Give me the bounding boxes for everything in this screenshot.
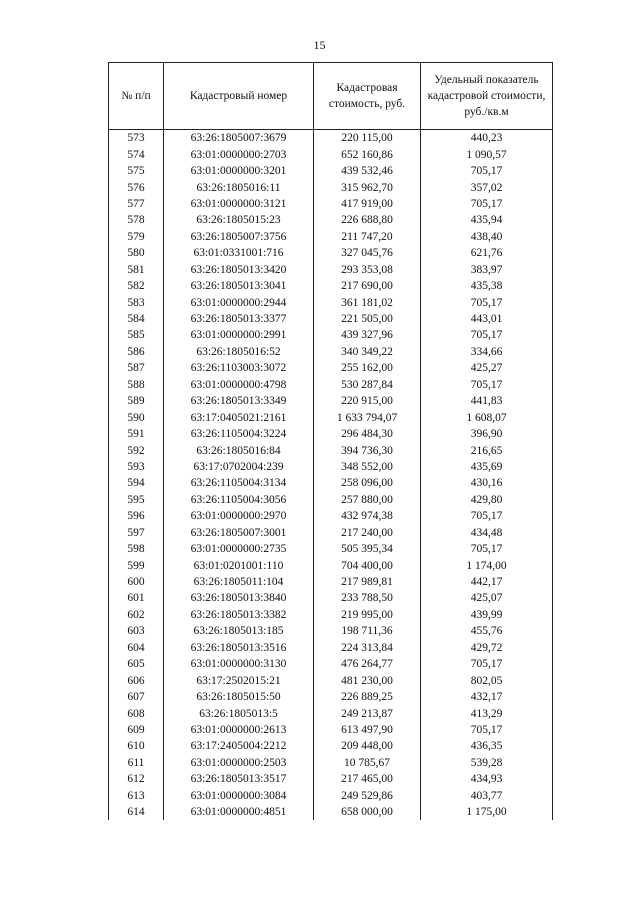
row-cadastral-number: 63:26:1805013:5	[164, 705, 314, 721]
row-cadastral-number: 63:01:0331001:716	[164, 245, 314, 261]
row-num: 593	[109, 459, 164, 475]
row-cadastral-number: 63:17:2502015:21	[164, 672, 314, 688]
row-cadastral-value: 476 264,77	[314, 656, 421, 672]
cadastral-value-table	[108, 62, 553, 820]
row-num: 584	[109, 311, 164, 327]
row-num: 597	[109, 525, 164, 541]
row-num: 613	[109, 788, 164, 804]
row-cadastral-value: 1 633 794,07	[314, 409, 421, 425]
table-row	[109, 607, 553, 623]
row-cadastral-number: 63:26:1805007:3001	[164, 525, 314, 541]
row-cadastral-value: 220 115,00	[314, 130, 421, 147]
row-num: 591	[109, 426, 164, 442]
table-row	[109, 689, 553, 705]
row-cadastral-number: 63:01:0000000:4798	[164, 377, 314, 393]
row-specific-indicator: 438,40	[421, 229, 553, 245]
row-cadastral-number: 63:01:0000000:3201	[164, 163, 314, 179]
row-cadastral-number: 63:26:1805011:104	[164, 574, 314, 590]
row-cadastral-number: 63:26:1805013:3041	[164, 278, 314, 294]
row-cadastral-number: 63:26:1805015:50	[164, 689, 314, 705]
row-cadastral-value: 296 484,30	[314, 426, 421, 442]
row-cadastral-value: 530 287,84	[314, 377, 421, 393]
table-row	[109, 262, 553, 278]
row-num: 583	[109, 294, 164, 310]
row-specific-indicator: 439,99	[421, 607, 553, 623]
table-row	[109, 705, 553, 721]
row-num: 614	[109, 804, 164, 820]
table-row	[109, 722, 553, 738]
row-cadastral-number: 63:01:0000000:3084	[164, 788, 314, 804]
row-num: 588	[109, 377, 164, 393]
table-row	[109, 541, 553, 557]
row-specific-indicator: 441,83	[421, 393, 553, 409]
row-num: 608	[109, 705, 164, 721]
row-num: 586	[109, 344, 164, 360]
table-row	[109, 377, 553, 393]
row-specific-indicator: 705,17	[421, 377, 553, 393]
row-specific-indicator: 705,17	[421, 163, 553, 179]
table-row	[109, 179, 553, 195]
table-row	[109, 574, 553, 590]
row-specific-indicator: 443,01	[421, 311, 553, 327]
row-cadastral-number: 63:01:0000000:2944	[164, 294, 314, 310]
row-num: 579	[109, 229, 164, 245]
row-num: 602	[109, 607, 164, 623]
row-num: 595	[109, 492, 164, 508]
row-cadastral-value: 439 532,46	[314, 163, 421, 179]
row-specific-indicator: 705,17	[421, 541, 553, 557]
row-specific-indicator: 425,07	[421, 590, 553, 606]
table-row	[109, 229, 553, 245]
row-specific-indicator: 396,90	[421, 426, 553, 442]
row-cadastral-number: 63:01:0000000:2703	[164, 146, 314, 162]
row-cadastral-number: 63:26:1805013:185	[164, 623, 314, 639]
table-row	[109, 393, 553, 409]
row-specific-indicator: 539,28	[421, 755, 553, 771]
table-row	[109, 475, 553, 491]
table-row	[109, 788, 553, 804]
row-cadastral-value: 217 690,00	[314, 278, 421, 294]
row-specific-indicator: 429,80	[421, 492, 553, 508]
row-specific-indicator: 436,35	[421, 738, 553, 754]
row-cadastral-value: 217 240,00	[314, 525, 421, 541]
row-specific-indicator: 216,65	[421, 442, 553, 458]
row-cadastral-value: 211 747,20	[314, 229, 421, 245]
row-num: 610	[109, 738, 164, 754]
row-cadastral-number: 63:26:1805015:23	[164, 212, 314, 228]
table-row	[109, 245, 553, 261]
table-row	[109, 459, 553, 475]
row-cadastral-value: 293 353,08	[314, 262, 421, 278]
table-row	[109, 804, 553, 820]
row-cadastral-number: 63:26:1103003:3072	[164, 360, 314, 376]
row-num: 585	[109, 327, 164, 343]
row-cadastral-value: 417 919,00	[314, 196, 421, 212]
row-specific-indicator: 705,17	[421, 722, 553, 738]
table-row	[109, 672, 553, 688]
row-specific-indicator: 1 090,57	[421, 146, 553, 162]
row-specific-indicator: 435,69	[421, 459, 553, 475]
row-cadastral-value: 361 181,02	[314, 294, 421, 310]
row-cadastral-value: 257 880,00	[314, 492, 421, 508]
table-row	[109, 492, 553, 508]
header-specific-indicator: Удельный показатель кадастровой стоимости, руб./кв.м	[421, 63, 553, 130]
table-row	[109, 130, 553, 147]
row-num: 601	[109, 590, 164, 606]
row-cadastral-value: 221 505,00	[314, 311, 421, 327]
row-cadastral-number: 63:26:1105004:3056	[164, 492, 314, 508]
table-row	[109, 590, 553, 606]
row-specific-indicator: 705,17	[421, 327, 553, 343]
row-num: 575	[109, 163, 164, 179]
table-row	[109, 163, 553, 179]
row-cadastral-value: 219 995,00	[314, 607, 421, 623]
table-row	[109, 360, 553, 376]
row-num: 573	[109, 130, 164, 147]
row-cadastral-value: 348 552,00	[314, 459, 421, 475]
table-row	[109, 294, 553, 310]
row-cadastral-number: 63:26:1805016:84	[164, 442, 314, 458]
row-num: 594	[109, 475, 164, 491]
row-specific-indicator: 434,48	[421, 525, 553, 541]
row-specific-indicator: 705,17	[421, 196, 553, 212]
table-header	[109, 63, 553, 130]
row-num: 611	[109, 755, 164, 771]
row-num: 578	[109, 212, 164, 228]
row-num: 607	[109, 689, 164, 705]
table-row	[109, 656, 553, 672]
table-row	[109, 146, 553, 162]
row-specific-indicator: 440,23	[421, 130, 553, 147]
row-cadastral-value: 198 711,36	[314, 623, 421, 639]
table-row	[109, 508, 553, 524]
row-cadastral-value: 226 889,25	[314, 689, 421, 705]
row-specific-indicator: 403,77	[421, 788, 553, 804]
row-num: 590	[109, 409, 164, 425]
row-num: 587	[109, 360, 164, 376]
row-cadastral-number: 63:01:0000000:2613	[164, 722, 314, 738]
row-specific-indicator: 1 175,00	[421, 804, 553, 820]
row-cadastral-number: 63:17:0405021:2161	[164, 409, 314, 425]
table-row	[109, 196, 553, 212]
table-row	[109, 426, 553, 442]
header-cadastral-value: Кадастровая стоимость, руб.	[314, 63, 421, 130]
row-cadastral-value: 217 465,00	[314, 771, 421, 787]
row-cadastral-number: 63:26:1805013:3517	[164, 771, 314, 787]
row-cadastral-value: 432 974,38	[314, 508, 421, 524]
row-specific-indicator: 432,17	[421, 689, 553, 705]
row-cadastral-value: 505 395,34	[314, 541, 421, 557]
table-row	[109, 278, 553, 294]
row-cadastral-value: 327 045,76	[314, 245, 421, 261]
row-specific-indicator: 435,38	[421, 278, 553, 294]
row-cadastral-value: 394 736,30	[314, 442, 421, 458]
row-cadastral-number: 63:01:0000000:2970	[164, 508, 314, 524]
table-row	[109, 344, 553, 360]
row-num: 596	[109, 508, 164, 524]
row-num: 574	[109, 146, 164, 162]
row-cadastral-value: 258 096,00	[314, 475, 421, 491]
row-cadastral-value: 233 788,50	[314, 590, 421, 606]
row-specific-indicator: 357,02	[421, 179, 553, 195]
row-cadastral-number: 63:01:0000000:2735	[164, 541, 314, 557]
row-specific-indicator: 383,97	[421, 262, 553, 278]
row-cadastral-number: 63:01:0000000:3121	[164, 196, 314, 212]
row-specific-indicator: 705,17	[421, 294, 553, 310]
row-specific-indicator: 455,76	[421, 623, 553, 639]
row-cadastral-number: 63:26:1805013:3382	[164, 607, 314, 623]
header-cadastral-number: Кадастровый номер	[164, 63, 314, 130]
row-num: 609	[109, 722, 164, 738]
row-cadastral-number: 63:26:1805016:52	[164, 344, 314, 360]
row-cadastral-number: 63:26:1105004:3224	[164, 426, 314, 442]
row-specific-indicator: 430,16	[421, 475, 553, 491]
row-specific-indicator: 705,17	[421, 508, 553, 524]
row-cadastral-value: 255 162,00	[314, 360, 421, 376]
table-row	[109, 557, 553, 573]
row-cadastral-number: 63:26:1805013:3516	[164, 640, 314, 656]
table-row	[109, 311, 553, 327]
row-cadastral-value: 439 327,96	[314, 327, 421, 343]
table-row	[109, 212, 553, 228]
row-cadastral-number: 63:26:1805013:3420	[164, 262, 314, 278]
row-cadastral-number: 63:26:1805007:3756	[164, 229, 314, 245]
row-num: 589	[109, 393, 164, 409]
row-num: 581	[109, 262, 164, 278]
row-cadastral-value: 10 785,67	[314, 755, 421, 771]
row-num: 577	[109, 196, 164, 212]
table-row	[109, 327, 553, 343]
table-row	[109, 409, 553, 425]
row-num: 600	[109, 574, 164, 590]
row-cadastral-number: 63:01:0000000:4851	[164, 804, 314, 820]
row-num: 599	[109, 557, 164, 573]
row-num: 605	[109, 656, 164, 672]
row-num: 604	[109, 640, 164, 656]
row-specific-indicator: 434,93	[421, 771, 553, 787]
row-num: 576	[109, 179, 164, 195]
row-cadastral-value: 658 000,00	[314, 804, 421, 820]
row-cadastral-number: 63:26:1105004:3134	[164, 475, 314, 491]
row-cadastral-value: 613 497,90	[314, 722, 421, 738]
row-num: 606	[109, 672, 164, 688]
row-cadastral-number: 63:26:1805013:3377	[164, 311, 314, 327]
row-specific-indicator: 802,05	[421, 672, 553, 688]
row-specific-indicator: 621,76	[421, 245, 553, 261]
row-cadastral-number: 63:26:1805007:3679	[164, 130, 314, 147]
row-num: 598	[109, 541, 164, 557]
row-num: 580	[109, 245, 164, 261]
row-cadastral-value: 481 230,00	[314, 672, 421, 688]
table-body	[109, 130, 553, 821]
row-cadastral-number: 63:26:1805013:3840	[164, 590, 314, 606]
row-cadastral-value: 217 989,81	[314, 574, 421, 590]
row-specific-indicator: 1 608,07	[421, 409, 553, 425]
row-cadastral-number: 63:17:0702004:239	[164, 459, 314, 475]
row-cadastral-number: 63:26:1805016:11	[164, 179, 314, 195]
row-specific-indicator: 425,27	[421, 360, 553, 376]
row-cadastral-number: 63:01:0000000:2503	[164, 755, 314, 771]
row-num: 603	[109, 623, 164, 639]
table-row	[109, 771, 553, 787]
row-cadastral-value: 224 313,84	[314, 640, 421, 656]
table-row	[109, 755, 553, 771]
row-cadastral-number: 63:01:0000000:2991	[164, 327, 314, 343]
row-cadastral-value: 249 213,87	[314, 705, 421, 721]
table-row	[109, 623, 553, 639]
row-cadastral-value: 704 400,00	[314, 557, 421, 573]
row-specific-indicator: 435,94	[421, 212, 553, 228]
row-cadastral-number: 63:01:0000000:3130	[164, 656, 314, 672]
row-cadastral-number: 63:26:1805013:3349	[164, 393, 314, 409]
row-specific-indicator: 413,29	[421, 705, 553, 721]
row-cadastral-value: 226 688,80	[314, 212, 421, 228]
row-specific-indicator: 442,17	[421, 574, 553, 590]
row-cadastral-value: 220 915,00	[314, 393, 421, 409]
row-specific-indicator: 1 174,00	[421, 557, 553, 573]
page-number: 15	[313, 38, 326, 52]
row-cadastral-value: 249 529,86	[314, 788, 421, 804]
table-row	[109, 525, 553, 541]
row-num: 582	[109, 278, 164, 294]
row-cadastral-number: 63:01:0201001:110	[164, 557, 314, 573]
header-num: № п/п	[109, 63, 164, 130]
table-row	[109, 738, 553, 754]
row-num: 612	[109, 771, 164, 787]
row-cadastral-number: 63:17:2405004:2212	[164, 738, 314, 754]
row-cadastral-value: 315 962,70	[314, 179, 421, 195]
row-cadastral-value: 340 349,22	[314, 344, 421, 360]
row-specific-indicator: 705,17	[421, 656, 553, 672]
row-num: 592	[109, 442, 164, 458]
row-specific-indicator: 429,72	[421, 640, 553, 656]
table-row	[109, 442, 553, 458]
table-row	[109, 640, 553, 656]
row-cadastral-value: 209 448,00	[314, 738, 421, 754]
row-cadastral-value: 652 160,86	[314, 146, 421, 162]
row-specific-indicator: 334,66	[421, 344, 553, 360]
